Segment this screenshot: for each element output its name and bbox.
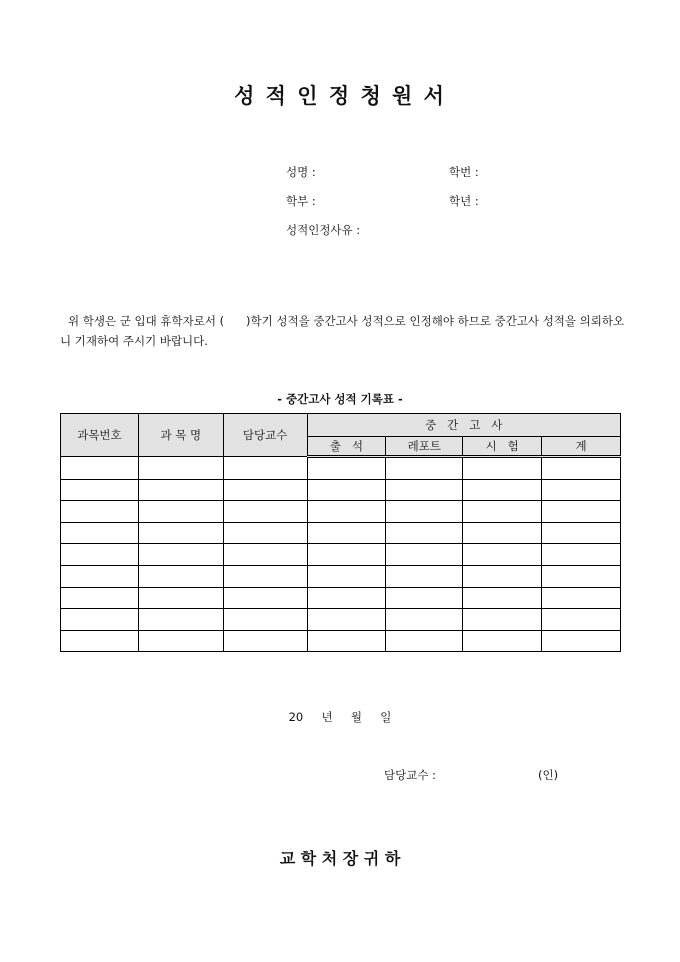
student-id-label: 학번 : bbox=[449, 165, 479, 179]
table-cell[interactable] bbox=[223, 587, 307, 609]
table-row bbox=[61, 479, 621, 501]
table-cell[interactable] bbox=[463, 630, 542, 652]
name-field bbox=[286, 164, 316, 180]
table-cell[interactable] bbox=[61, 609, 139, 631]
table-cell[interactable] bbox=[386, 544, 463, 566]
table-cell[interactable] bbox=[138, 501, 223, 523]
table-cell[interactable] bbox=[386, 609, 463, 631]
header-course-number: 과목번호 bbox=[61, 414, 139, 457]
table-row bbox=[61, 630, 621, 652]
name-label: 성명 : bbox=[286, 165, 316, 179]
table-cell[interactable] bbox=[223, 501, 307, 523]
table-cell[interactable] bbox=[542, 457, 621, 480]
table-cell[interactable] bbox=[61, 587, 139, 609]
table-caption: - 중간고사 성적 기록표 - bbox=[277, 392, 403, 406]
table-cell[interactable] bbox=[223, 457, 307, 480]
signature-line bbox=[384, 767, 584, 783]
table-cell[interactable] bbox=[386, 479, 463, 501]
table-cell[interactable] bbox=[463, 565, 542, 587]
department-label: 학부 : bbox=[286, 194, 316, 208]
table-cell[interactable] bbox=[223, 630, 307, 652]
table-cell[interactable] bbox=[307, 457, 386, 480]
table-cell[interactable] bbox=[463, 501, 542, 523]
table-cell[interactable] bbox=[61, 457, 139, 480]
table-cell[interactable] bbox=[61, 522, 139, 544]
table-row bbox=[61, 501, 621, 523]
reason-field bbox=[286, 222, 360, 238]
table-cell[interactable] bbox=[542, 630, 621, 652]
table-cell[interactable] bbox=[463, 587, 542, 609]
table-cell[interactable] bbox=[223, 565, 307, 587]
table-cell[interactable] bbox=[307, 479, 386, 501]
year-label: 학년 : bbox=[449, 194, 479, 208]
table-cell[interactable] bbox=[307, 544, 386, 566]
department-field bbox=[286, 193, 316, 209]
table-cell[interactable] bbox=[223, 609, 307, 631]
table-cell[interactable] bbox=[542, 565, 621, 587]
request-paragraph: 위 학생은 군 입대 휴학자로서 ( )학기 성적을 중간고사 성적으로 인정해야 하므로 중간고사 성적을 의뢰하오니 기재하여 주시기 바랍니다. bbox=[60, 314, 625, 348]
header-exam: 시 험 bbox=[463, 437, 542, 457]
table-cell[interactable] bbox=[61, 479, 139, 501]
table-cell[interactable] bbox=[138, 609, 223, 631]
table-row bbox=[61, 522, 621, 544]
table-cell[interactable] bbox=[542, 587, 621, 609]
table-cell[interactable] bbox=[138, 565, 223, 587]
year-field bbox=[449, 193, 479, 209]
date-line: 20 년 월 일 bbox=[288, 710, 392, 724]
table-cell[interactable] bbox=[307, 565, 386, 587]
table-row bbox=[61, 587, 621, 609]
table-cell[interactable] bbox=[61, 544, 139, 566]
table-cell[interactable] bbox=[307, 522, 386, 544]
header-course-name: 과 목 명 bbox=[138, 414, 223, 457]
recipient-line: 교 학 처 장 귀 하 bbox=[279, 849, 401, 868]
table-cell[interactable] bbox=[542, 501, 621, 523]
table-cell[interactable] bbox=[307, 587, 386, 609]
header-report: 레포트 bbox=[386, 437, 463, 457]
table-cell[interactable] bbox=[307, 501, 386, 523]
table-cell[interactable] bbox=[463, 544, 542, 566]
header-total: 계 bbox=[542, 437, 621, 457]
table-cell[interactable] bbox=[61, 501, 139, 523]
table-cell[interactable] bbox=[463, 457, 542, 480]
table-cell[interactable] bbox=[138, 479, 223, 501]
table-cell[interactable] bbox=[138, 522, 223, 544]
table-cell[interactable] bbox=[386, 587, 463, 609]
table-cell[interactable] bbox=[386, 522, 463, 544]
table-cell[interactable] bbox=[307, 630, 386, 652]
table-cell[interactable] bbox=[386, 457, 463, 480]
table-cell[interactable] bbox=[307, 609, 386, 631]
table-row bbox=[61, 544, 621, 566]
table-row bbox=[61, 609, 621, 631]
reason-label: 성적인정사유 : bbox=[286, 223, 361, 237]
table-cell[interactable] bbox=[223, 522, 307, 544]
table-cell[interactable] bbox=[138, 457, 223, 480]
table-cell[interactable] bbox=[61, 630, 139, 652]
table-cell[interactable] bbox=[386, 630, 463, 652]
table-row bbox=[61, 565, 621, 587]
header-attendance: 출 석 bbox=[307, 437, 386, 457]
table-cell[interactable] bbox=[223, 479, 307, 501]
table-cell[interactable] bbox=[138, 544, 223, 566]
table-cell[interactable] bbox=[138, 587, 223, 609]
document-title: 성 적 인 정 청 원 서 bbox=[234, 83, 446, 108]
table-cell[interactable] bbox=[542, 544, 621, 566]
table-cell[interactable] bbox=[223, 544, 307, 566]
table-cell[interactable] bbox=[542, 609, 621, 631]
student-id-field bbox=[449, 164, 479, 180]
table-cell[interactable] bbox=[463, 479, 542, 501]
table-cell[interactable] bbox=[542, 479, 621, 501]
table-cell[interactable] bbox=[386, 565, 463, 587]
table-cell[interactable] bbox=[463, 609, 542, 631]
grade-record-table bbox=[60, 413, 621, 652]
table-cell[interactable] bbox=[138, 630, 223, 652]
table-cell[interactable] bbox=[386, 501, 463, 523]
table-cell[interactable] bbox=[61, 565, 139, 587]
table-cell[interactable] bbox=[463, 522, 542, 544]
signature-label: 담당교수 : bbox=[384, 768, 436, 782]
header-midterm-group: 중 간 고 사 bbox=[307, 414, 621, 437]
table-cell[interactable] bbox=[542, 522, 621, 544]
seal-label: (인) bbox=[538, 768, 559, 782]
header-professor: 담당교수 bbox=[223, 414, 307, 457]
table-row bbox=[61, 457, 621, 480]
